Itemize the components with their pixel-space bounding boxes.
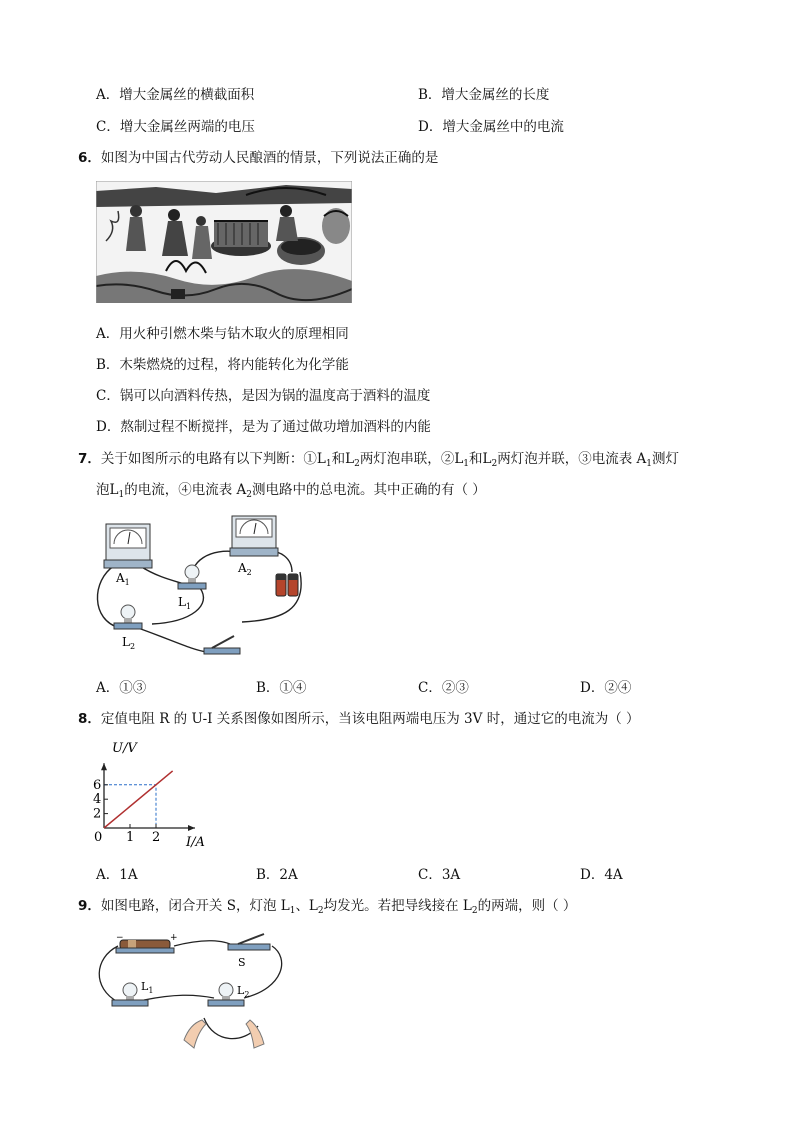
q7-and: 和 — [469, 451, 483, 467]
q7-l-text: L — [109, 482, 119, 498]
q9-stem — [78, 894, 576, 914]
label-l2: $L_2$ — [122, 635, 136, 651]
chart-series — [104, 771, 173, 828]
x-axis-arrow — [188, 825, 195, 831]
switch-s-icon — [228, 934, 270, 950]
label-a1: $A_1$ — [116, 571, 130, 587]
q7-l-text: L — [482, 451, 492, 467]
y-axis-arrow — [101, 763, 107, 770]
ammeter-a1-icon — [104, 524, 152, 568]
q7-l-text: L — [316, 451, 326, 467]
y-tick-label: 4 — [93, 792, 102, 808]
label-l1: $L_1$ — [141, 980, 154, 995]
label-l2: $L_2$ — [237, 984, 250, 999]
q7-sub: 1 — [325, 459, 332, 469]
q8-option-b: B．2A — [256, 867, 298, 883]
q6-stem — [78, 146, 438, 166]
bulb-l1-icon — [178, 565, 206, 589]
chart-ticks — [93, 778, 160, 845]
q7-stem-line1 — [78, 447, 679, 467]
switch-icon — [204, 636, 240, 654]
q7-sub: 2 — [354, 459, 360, 469]
q9-text: 如图电路，闭合开关 S，灯泡 L — [100, 898, 290, 914]
q5-option-c: C．增大金属丝两端的电压 — [96, 119, 255, 135]
q8-option-d: D．4A — [580, 867, 623, 883]
q7-sub: 1 — [118, 490, 125, 500]
battery-icon — [276, 574, 298, 596]
q7-judgment-3-marker: ③ — [578, 451, 592, 467]
q7-text: 的电流， — [124, 482, 179, 498]
q7-option-a: A．①③ — [96, 680, 147, 696]
q7-and: 和 — [331, 451, 346, 467]
chart-axes — [101, 763, 195, 831]
q7-stem-line2 — [96, 478, 486, 498]
q7-parallel-text: 两灯泡并联， — [497, 451, 579, 467]
q7-judgment-1-marker: ① — [303, 451, 317, 467]
x-tick-label: 0 — [94, 830, 103, 845]
q7-sub: 2 — [491, 459, 498, 469]
q8-number: 8． — [78, 711, 101, 727]
q9-sub: 1 — [289, 906, 296, 916]
battery-minus-label: − — [116, 933, 124, 943]
bulb-l2-icon — [114, 605, 142, 629]
q7-judgment-4-marker: ④ — [178, 482, 192, 498]
q7-sub: 1 — [646, 459, 652, 469]
q7-number: 7． — [78, 451, 101, 467]
q6-stem-text: 如图为中国古代劳动人民酿酒的情景，下列说法正确的是 — [100, 150, 439, 166]
q9-number: 9． — [78, 898, 101, 914]
q7-stem-intro: 关于如图所示的电路有以下判断： — [100, 451, 304, 467]
q9-text: 、L — [295, 898, 318, 914]
x-tick-label: 2 — [152, 830, 161, 845]
q6-option-b: B．木柴燃烧的过程，将内能转化为化学能 — [96, 357, 349, 373]
q8-option-a: A．1A — [96, 867, 138, 883]
battery-icon — [116, 940, 174, 953]
q8-stem-text: 定值电阻 R 的 U-I 关系图像如图所示，当该电阻两端电压为 3V 时，通过它的电流为（ ） — [100, 711, 640, 727]
label-a2: $A_2$ — [238, 561, 252, 577]
q9-text: 均发光。若把导线接在 L — [323, 898, 472, 914]
q9-sub: 2 — [471, 906, 478, 916]
q5-option-a: A．增大金属丝的横截面积 — [96, 87, 255, 103]
chart-xlabel: I/A — [186, 835, 205, 850]
label-l1: $L_1$ — [178, 595, 192, 611]
q7-l-text: L — [345, 451, 355, 467]
q7-option-b: B．①④ — [256, 680, 307, 696]
q7-option-d: D．②④ — [580, 680, 632, 696]
q7-tail-text: 测灯 — [652, 451, 679, 467]
q7-ammeter-text: 电流表 A — [591, 451, 647, 467]
wine-making-illustration — [96, 181, 352, 303]
q6-option-d: D．熬制过程不断搅拌，是为了通过做功增加酒料的内能 — [96, 419, 431, 435]
q8-ui-chart — [90, 734, 220, 852]
battery-plus-label: + — [170, 933, 178, 943]
q7-ammeter-text: 电流表 A — [191, 482, 247, 498]
q7-sub: 2 — [246, 490, 252, 500]
q7-text: 泡 — [96, 482, 110, 498]
q6-option-a: A．用火种引燃木柴与钻木取火的原理相同 — [96, 326, 349, 342]
y-tick-label: 2 — [93, 806, 102, 822]
q7-judgment-2-marker: ② — [440, 451, 455, 467]
q7-sub: 1 — [463, 459, 470, 469]
q5-option-d: D．增大金属丝中的电流 — [418, 119, 564, 135]
q7-series-text: 两灯泡串联， — [359, 451, 441, 467]
ammeter-a2-icon — [230, 516, 278, 556]
chart-ylabel: U/V — [112, 741, 137, 756]
q7-l-text: L — [454, 451, 464, 467]
hand-left-icon — [184, 1020, 206, 1048]
q9-text: 的两端，则（ ） — [477, 898, 577, 914]
q9-circuit-figure — [94, 928, 284, 1056]
q7-tail-text: 测电路中的总电流。其中正确的有（ ） — [251, 482, 486, 498]
label-s: S — [238, 956, 246, 969]
q7-option-c: C．②③ — [418, 680, 469, 696]
x-tick-label: 1 — [126, 830, 135, 845]
series-line-r — [104, 771, 173, 828]
q8-option-c: C．3A — [418, 867, 461, 883]
q6-number: 6． — [78, 150, 101, 166]
y-tick-label: 6 — [93, 777, 102, 793]
q5-option-b: B．增大金属丝的长度 — [418, 87, 550, 103]
q7-circuit-figure — [92, 510, 322, 660]
q6-option-c: C．锅可以向酒料传热，是因为锅的温度高于酒料的温度 — [96, 388, 431, 404]
q9-sub: 2 — [317, 906, 324, 916]
q8-stem — [78, 707, 639, 727]
